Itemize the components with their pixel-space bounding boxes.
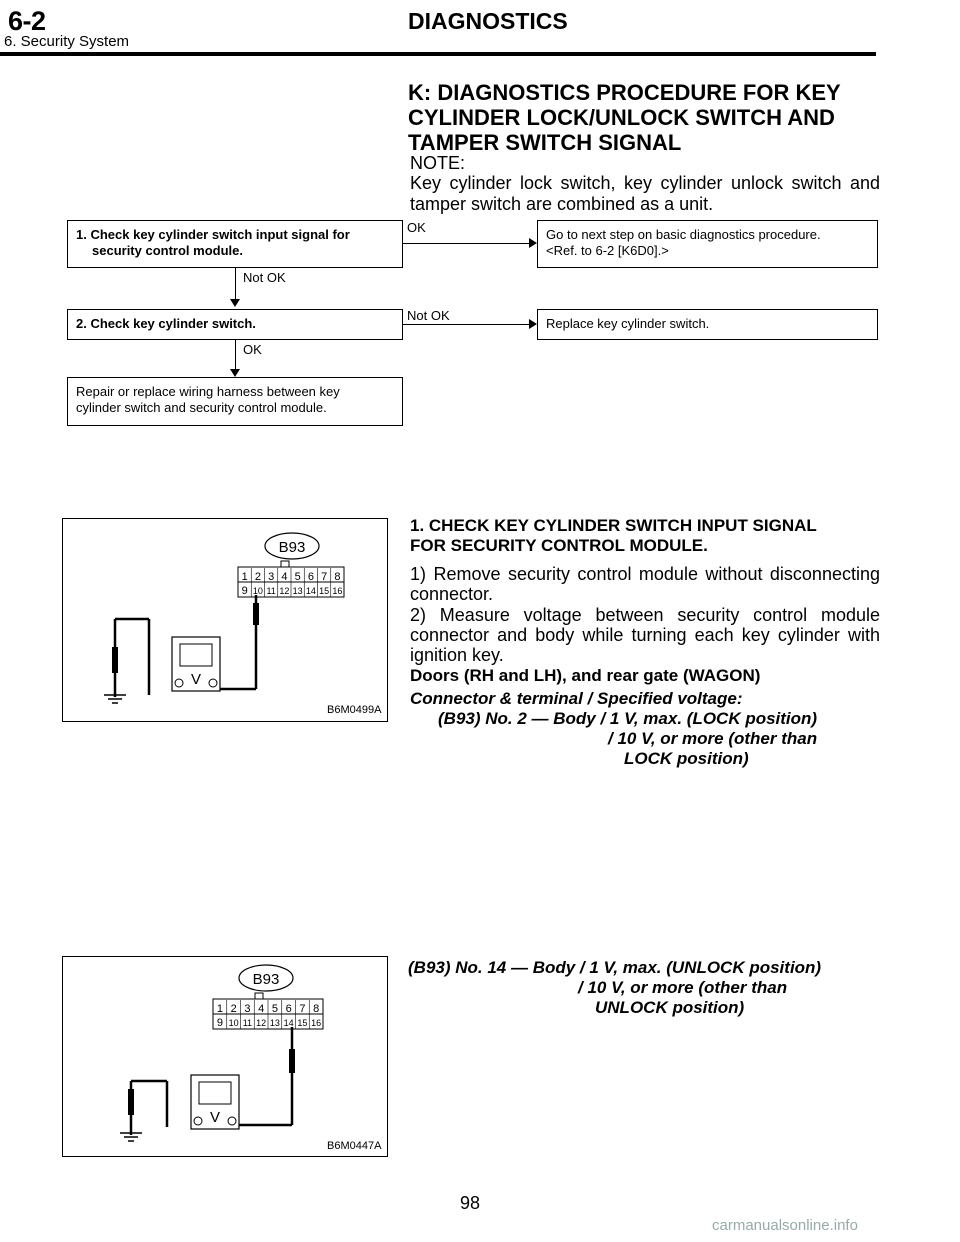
spec-line: UNLOCK position) (595, 998, 745, 1017)
probe-tip (253, 603, 259, 625)
arrow-down-icon (230, 369, 240, 377)
probe-tip (289, 1049, 295, 1073)
step-paragraph-1: 1) Remove security control module without disconnecting connector. (410, 564, 880, 604)
pin-label: 9 (241, 585, 248, 597)
page-number: 98 (460, 1193, 481, 1213)
minus-terminal-icon (194, 1117, 202, 1125)
page-subtitle: 6. Security System (4, 33, 130, 50)
connector-label: B93 (278, 539, 306, 556)
step-paragraph-2: 2) Measure voltage between security control module connector and body while turning each key cylinder with ignition key. (410, 605, 880, 665)
doors-heading: Doors (RH and LH), and rear gate (WAGON) (410, 666, 761, 685)
flow-step-3-line: Repair or replace wiring harness between key (76, 384, 340, 399)
pin-label: 13 (292, 586, 303, 596)
pin-label: 7 (299, 1003, 306, 1015)
section-title-line: CYLINDER LOCK/UNLOCK SWITCH AND (408, 105, 835, 130)
note-label: NOTE: (410, 153, 466, 173)
arrow-right-icon (529, 319, 537, 329)
arrow-right-icon (529, 238, 537, 248)
pin-label: 6 (307, 571, 314, 583)
pin-label: 9 (216, 1017, 223, 1029)
flow-notok-label: Not OK (407, 308, 450, 323)
flow-result-line: Go to next step on basic diagnostics procedure. (546, 227, 821, 242)
flow-result-line: <Ref. to 6-2 [K6D0].> (546, 243, 669, 258)
figure-code: B6M0447A (327, 1140, 382, 1152)
pin-label: 15 (297, 1018, 308, 1028)
flow-notok-label: Not OK (243, 270, 286, 285)
figure-voltmeter-1 (62, 518, 388, 722)
flow-step-1-line: security control module. (92, 243, 243, 258)
spec-label: Connector & terminal / Specified voltage: (410, 689, 743, 708)
spec-line: (B93) No. 2 — Body / 1 V, max. (LOCK position) (438, 709, 818, 728)
connector-latch (255, 993, 263, 999)
pin-label: 4 (281, 571, 288, 583)
pin-label: 10 (228, 1018, 239, 1028)
flow-result-ok (537, 220, 878, 268)
flow-step-2-line: 2. Check key cylinder switch. (76, 316, 256, 331)
pin-label: 1 (216, 1003, 223, 1015)
pin-label: 5 (271, 1003, 278, 1015)
page-title: DIAGNOSTICS (408, 8, 568, 34)
pin-label: 12 (256, 1018, 267, 1028)
spec-line: / 10 V, or more (other than (608, 729, 818, 748)
pin-label: 6 (285, 1003, 292, 1015)
spec-line: (B93) No. 14 — Body / 1 V, max. (UNLOCK position) (408, 958, 822, 977)
figure-code: B6M0499A (327, 704, 382, 716)
header-rule (0, 52, 876, 56)
flow-ok-label: OK (243, 342, 262, 357)
pin-label: 16 (311, 1018, 322, 1028)
flow-step-3-line: cylinder switch and security control module. (76, 400, 327, 415)
flow-connector (235, 268, 236, 300)
pin-label: 2 (254, 571, 261, 583)
flow-connector (403, 243, 529, 244)
pin-label: 1 (241, 571, 248, 583)
pin-label: 12 (279, 586, 290, 596)
plus-terminal-icon (209, 679, 217, 687)
arrow-down-icon (230, 299, 240, 307)
minus-terminal-icon (175, 679, 183, 687)
pin-label: 7 (321, 571, 328, 583)
watermark: carmanualsonline.info (712, 1217, 858, 1234)
pin-label: 11 (242, 1018, 253, 1028)
flow-connector (235, 340, 236, 370)
pin-label: 8 (334, 571, 341, 583)
step-title (410, 516, 880, 556)
pin-label: 3 (244, 1003, 251, 1015)
flow-result-line: Replace key cylinder switch. (546, 316, 710, 331)
ground-probe (128, 1089, 134, 1115)
pin-label: 8 (313, 1003, 320, 1015)
flow-ok-label: OK (407, 220, 426, 235)
ground-probe (112, 647, 118, 673)
section-title (408, 80, 878, 155)
voltmeter-display (180, 644, 212, 666)
pin-label: 11 (266, 586, 276, 596)
section-title-line: TAMPER SWITCH SIGNAL (408, 130, 682, 155)
pin-label: 14 (283, 1018, 294, 1028)
flow-step-1-line: 1. Check key cylinder switch input signal for (76, 227, 350, 242)
section-number: 6-2 (8, 6, 46, 36)
spec-line: LOCK position) (624, 749, 749, 768)
pin-label: 10 (252, 586, 263, 596)
pin-label: 2 (230, 1003, 237, 1015)
pin-label: 15 (319, 586, 330, 596)
figure-voltmeter-2 (62, 956, 388, 1157)
note-text: Key cylinder lock switch, key cylinder unlock switch and tamper switch are combined as a unit. (410, 173, 880, 214)
pin-label: 16 (332, 586, 343, 596)
pin-label: 14 (305, 586, 316, 596)
pin-label: 13 (269, 1018, 280, 1028)
voltmeter-v-label: V (209, 1109, 221, 1126)
pin-label: 5 (294, 571, 301, 583)
wiring-diagram-2 (63, 957, 387, 1156)
pin-label: 3 (268, 571, 275, 583)
flow-result-notok (537, 309, 878, 340)
pin-label: 4 (258, 1003, 265, 1015)
wiring-diagram-1 (63, 519, 387, 721)
flow-step-2 (67, 309, 403, 340)
section-title-line: K: DIAGNOSTICS PROCEDURE FOR KEY (408, 80, 841, 105)
spec-line: / 10 V, or more (other than (578, 978, 788, 997)
connector-latch (281, 561, 289, 567)
voltmeter-display (199, 1082, 231, 1104)
plus-terminal-icon (228, 1117, 236, 1125)
step-title-line: FOR SECURITY CONTROL MODULE. (410, 536, 708, 555)
step-title-line: 1. CHECK KEY CYLINDER SWITCH INPUT SIGNAL (410, 516, 817, 535)
flow-step-3 (67, 377, 403, 426)
voltmeter-v-label: V (190, 671, 202, 688)
flow-connector (403, 324, 529, 325)
flow-step-1 (67, 220, 403, 268)
connector-label: B93 (252, 971, 280, 988)
